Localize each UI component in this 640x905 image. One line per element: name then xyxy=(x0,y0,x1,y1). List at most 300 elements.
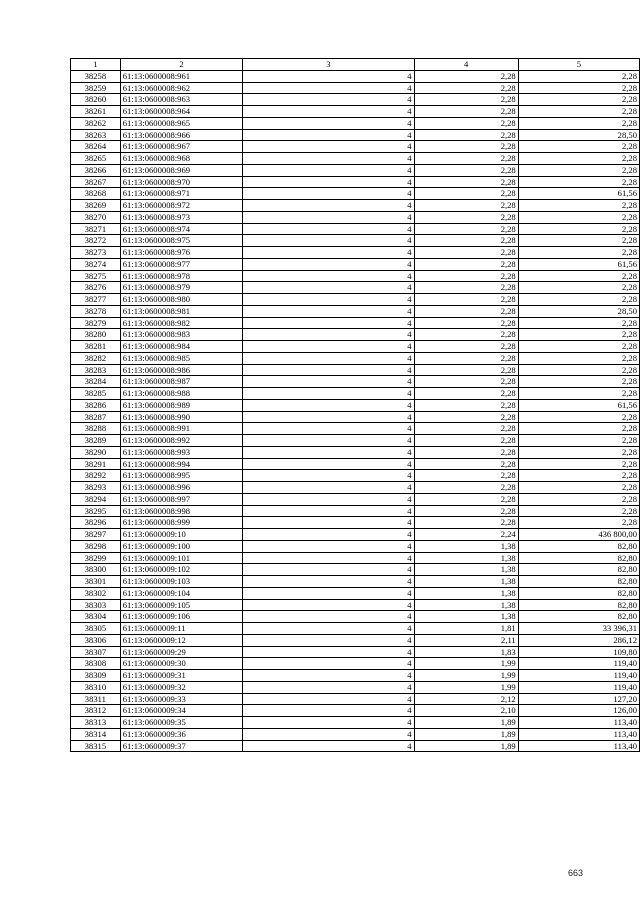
table-row xyxy=(71,740,640,752)
cadastral-number-cell: 61:13:0600008:971 xyxy=(120,188,242,200)
table-row xyxy=(71,611,640,623)
table-row xyxy=(71,728,640,740)
row-number-cell: 38307 xyxy=(71,646,121,658)
value-cell: 2,28 xyxy=(518,282,639,294)
category-cell: 4 xyxy=(243,352,414,364)
value-cell: 82,80 xyxy=(518,611,639,623)
value-cell: 2,28 xyxy=(518,117,639,129)
rate-cell: 2,24 xyxy=(414,529,518,541)
cadastral-number-cell: 61:13:0600008:992 xyxy=(120,435,242,447)
row-number-cell: 38261 xyxy=(71,106,121,118)
value-cell: 2,28 xyxy=(518,247,639,259)
table-row xyxy=(71,411,640,423)
rate-cell: 2,28 xyxy=(414,258,518,270)
cadastral-number-cell: 61:13:0600009:31 xyxy=(120,670,242,682)
rate-cell: 2,28 xyxy=(414,117,518,129)
column-header-3: 3 xyxy=(243,59,414,71)
cadastral-number-cell: 61:13:0600008:980 xyxy=(120,294,242,306)
category-cell: 4 xyxy=(243,670,414,682)
table-row xyxy=(71,693,640,705)
value-cell: 126,00 xyxy=(518,705,639,717)
row-number-cell: 38292 xyxy=(71,470,121,482)
category-cell: 4 xyxy=(243,529,414,541)
rate-cell: 2,28 xyxy=(414,129,518,141)
category-cell: 4 xyxy=(243,247,414,259)
cadastral-number-cell: 61:13:0600008:968 xyxy=(120,153,242,165)
cadastral-number-cell: 61:13:0600008:967 xyxy=(120,141,242,153)
rate-cell: 2,28 xyxy=(414,70,518,82)
row-number-cell: 38308 xyxy=(71,658,121,670)
cadastral-number-cell: 61:13:0600008:991 xyxy=(120,423,242,435)
column-header-5: 5 xyxy=(518,59,639,71)
category-cell: 4 xyxy=(243,705,414,717)
row-number-cell: 38264 xyxy=(71,141,121,153)
table-row xyxy=(71,270,640,282)
value-cell: 61,56 xyxy=(518,188,639,200)
rate-cell: 2,28 xyxy=(414,411,518,423)
value-cell: 286,12 xyxy=(518,634,639,646)
category-cell: 4 xyxy=(243,305,414,317)
table-row xyxy=(71,564,640,576)
table-row xyxy=(71,517,640,529)
table-row xyxy=(71,658,640,670)
row-number-cell: 38270 xyxy=(71,211,121,223)
value-cell: 113,40 xyxy=(518,728,639,740)
table-row xyxy=(71,482,640,494)
column-header-2: 2 xyxy=(120,59,242,71)
cadastral-number-cell: 61:13:0600008:981 xyxy=(120,305,242,317)
rate-cell: 1,89 xyxy=(414,740,518,752)
cadastral-number-cell: 61:13:0600009:106 xyxy=(120,611,242,623)
rate-cell: 2,28 xyxy=(414,82,518,94)
rate-cell: 2,28 xyxy=(414,294,518,306)
cadastral-number-cell: 61:13:0600008:961 xyxy=(120,70,242,82)
value-cell: 119,40 xyxy=(518,670,639,682)
row-number-cell: 38300 xyxy=(71,564,121,576)
rate-cell: 2,28 xyxy=(414,270,518,282)
data-table xyxy=(70,58,640,752)
table-row xyxy=(71,176,640,188)
rate-cell: 2,28 xyxy=(414,423,518,435)
value-cell: 2,28 xyxy=(518,235,639,247)
value-cell: 2,28 xyxy=(518,270,639,282)
value-cell: 82,80 xyxy=(518,552,639,564)
table-row xyxy=(71,493,640,505)
cadastral-number-cell: 61:13:0600008:964 xyxy=(120,106,242,118)
rate-cell: 2,28 xyxy=(414,470,518,482)
category-cell: 4 xyxy=(243,176,414,188)
rate-cell: 2,28 xyxy=(414,247,518,259)
value-cell: 2,28 xyxy=(518,153,639,165)
column-header-4: 4 xyxy=(414,59,518,71)
value-cell: 2,28 xyxy=(518,82,639,94)
row-number-cell: 38302 xyxy=(71,587,121,599)
rate-cell: 1,38 xyxy=(414,552,518,564)
category-cell: 4 xyxy=(243,317,414,329)
table-row xyxy=(71,505,640,517)
category-cell: 4 xyxy=(243,294,414,306)
cadastral-number-cell: 61:13:0600009:32 xyxy=(120,681,242,693)
cadastral-number-cell: 61:13:0600008:976 xyxy=(120,247,242,259)
row-number-cell: 38286 xyxy=(71,399,121,411)
value-cell: 127,20 xyxy=(518,693,639,705)
row-number-cell: 38265 xyxy=(71,153,121,165)
cadastral-number-cell: 61:13:0600008:982 xyxy=(120,317,242,329)
row-number-cell: 38299 xyxy=(71,552,121,564)
rate-cell: 1,38 xyxy=(414,564,518,576)
value-cell: 2,28 xyxy=(518,493,639,505)
row-number-cell: 38272 xyxy=(71,235,121,247)
category-cell: 4 xyxy=(243,634,414,646)
table-row xyxy=(71,235,640,247)
table-row xyxy=(71,717,640,729)
category-cell: 4 xyxy=(243,270,414,282)
table-row xyxy=(71,388,640,400)
category-cell: 4 xyxy=(243,540,414,552)
row-number-cell: 38278 xyxy=(71,305,121,317)
value-cell: 2,28 xyxy=(518,94,639,106)
cadastral-number-cell: 61:13:0600008:987 xyxy=(120,376,242,388)
category-cell: 4 xyxy=(243,458,414,470)
table-row xyxy=(71,587,640,599)
row-number-cell: 38281 xyxy=(71,341,121,353)
table-row xyxy=(71,399,640,411)
category-cell: 4 xyxy=(243,388,414,400)
cadastral-number-cell: 61:13:0600008:978 xyxy=(120,270,242,282)
category-cell: 4 xyxy=(243,364,414,376)
row-number-cell: 38314 xyxy=(71,728,121,740)
rate-cell: 2,28 xyxy=(414,106,518,118)
cadastral-number-cell: 61:13:0600008:977 xyxy=(120,258,242,270)
table-row xyxy=(71,458,640,470)
category-cell: 4 xyxy=(243,717,414,729)
value-cell: 28,50 xyxy=(518,129,639,141)
table-row xyxy=(71,352,640,364)
cadastral-number-cell: 61:13:0600008:975 xyxy=(120,235,242,247)
category-cell: 4 xyxy=(243,223,414,235)
row-number-cell: 38310 xyxy=(71,681,121,693)
category-cell: 4 xyxy=(243,587,414,599)
value-cell: 82,80 xyxy=(518,540,639,552)
table-row xyxy=(71,376,640,388)
row-number-cell: 38295 xyxy=(71,505,121,517)
rate-cell: 2,28 xyxy=(414,235,518,247)
cadastral-number-cell: 61:13:0600009:12 xyxy=(120,634,242,646)
table-row xyxy=(71,258,640,270)
rate-cell: 2,28 xyxy=(414,517,518,529)
category-cell: 4 xyxy=(243,505,414,517)
row-number-cell: 38303 xyxy=(71,599,121,611)
value-cell: 2,28 xyxy=(518,505,639,517)
value-cell: 2,28 xyxy=(518,164,639,176)
row-number-cell: 38274 xyxy=(71,258,121,270)
value-cell: 2,28 xyxy=(518,517,639,529)
cadastral-number-cell: 61:13:0600009:33 xyxy=(120,693,242,705)
table-row xyxy=(71,599,640,611)
rate-cell: 1,38 xyxy=(414,576,518,588)
cadastral-number-cell: 61:13:0600008:999 xyxy=(120,517,242,529)
category-cell: 4 xyxy=(243,564,414,576)
category-cell: 4 xyxy=(243,376,414,388)
cadastral-number-cell: 61:13:0600008:994 xyxy=(120,458,242,470)
row-number-cell: 38284 xyxy=(71,376,121,388)
cadastral-number-cell: 61:13:0600008:963 xyxy=(120,94,242,106)
rate-cell: 1,99 xyxy=(414,670,518,682)
rate-cell: 1,38 xyxy=(414,540,518,552)
table-row xyxy=(71,305,640,317)
table-row xyxy=(71,117,640,129)
rate-cell: 2,28 xyxy=(414,352,518,364)
value-cell: 61,56 xyxy=(518,258,639,270)
rate-cell: 2,28 xyxy=(414,211,518,223)
row-number-cell: 38282 xyxy=(71,352,121,364)
cadastral-number-cell: 61:13:0600009:102 xyxy=(120,564,242,576)
category-cell: 4 xyxy=(243,211,414,223)
rate-cell: 2,28 xyxy=(414,435,518,447)
table-row xyxy=(71,82,640,94)
category-cell: 4 xyxy=(243,517,414,529)
cadastral-number-cell: 61:13:0600008:995 xyxy=(120,470,242,482)
cadastral-number-cell: 61:13:0600009:101 xyxy=(120,552,242,564)
row-number-cell: 38283 xyxy=(71,364,121,376)
rate-cell: 2,10 xyxy=(414,705,518,717)
category-cell: 4 xyxy=(243,188,414,200)
rate-cell: 1,89 xyxy=(414,728,518,740)
value-cell: 2,28 xyxy=(518,223,639,235)
table-body xyxy=(71,70,640,752)
cadastral-number-cell: 61:13:0600009:35 xyxy=(120,717,242,729)
row-number-cell: 38275 xyxy=(71,270,121,282)
value-cell: 82,80 xyxy=(518,587,639,599)
category-cell: 4 xyxy=(243,493,414,505)
rate-cell: 2,11 xyxy=(414,634,518,646)
value-cell: 113,40 xyxy=(518,740,639,752)
cadastral-number-cell: 61:13:0600008:962 xyxy=(120,82,242,94)
cadastral-number-cell: 61:13:0600009:103 xyxy=(120,576,242,588)
cadastral-number-cell: 61:13:0600008:993 xyxy=(120,446,242,458)
row-number-cell: 38309 xyxy=(71,670,121,682)
rate-cell: 2,28 xyxy=(414,446,518,458)
cadastral-number-cell: 61:13:0600009:34 xyxy=(120,705,242,717)
row-number-cell: 38312 xyxy=(71,705,121,717)
row-number-cell: 38277 xyxy=(71,294,121,306)
table-row xyxy=(71,552,640,564)
row-number-cell: 38306 xyxy=(71,634,121,646)
cadastral-number-cell: 61:13:0600008:973 xyxy=(120,211,242,223)
row-number-cell: 38293 xyxy=(71,482,121,494)
rate-cell: 2,28 xyxy=(414,200,518,212)
category-cell: 4 xyxy=(243,623,414,635)
cadastral-number-cell: 61:13:0600008:998 xyxy=(120,505,242,517)
category-cell: 4 xyxy=(243,282,414,294)
value-cell: 2,28 xyxy=(518,411,639,423)
rate-cell: 2,28 xyxy=(414,223,518,235)
table-row xyxy=(71,364,640,376)
table-row xyxy=(71,634,640,646)
cadastral-number-cell: 61:13:0600008:974 xyxy=(120,223,242,235)
category-cell: 4 xyxy=(243,141,414,153)
rate-cell: 2,28 xyxy=(414,493,518,505)
category-cell: 4 xyxy=(243,740,414,752)
value-cell: 2,28 xyxy=(518,458,639,470)
row-number-cell: 38285 xyxy=(71,388,121,400)
value-cell: 436 800,00 xyxy=(518,529,639,541)
table-row xyxy=(71,282,640,294)
value-cell: 2,28 xyxy=(518,341,639,353)
value-cell: 61,56 xyxy=(518,399,639,411)
value-cell: 2,28 xyxy=(518,176,639,188)
value-cell: 2,28 xyxy=(518,435,639,447)
value-cell: 82,80 xyxy=(518,576,639,588)
cadastral-number-cell: 61:13:0600008:985 xyxy=(120,352,242,364)
cadastral-number-cell: 61:13:0600008:997 xyxy=(120,493,242,505)
category-cell: 4 xyxy=(243,599,414,611)
value-cell: 2,28 xyxy=(518,294,639,306)
table-row xyxy=(71,329,640,341)
page-number: 663 xyxy=(567,868,583,878)
category-cell: 4 xyxy=(243,164,414,176)
rate-cell: 2,28 xyxy=(414,176,518,188)
table-row xyxy=(71,94,640,106)
row-number-cell: 38273 xyxy=(71,247,121,259)
cadastral-number-cell: 61:13:0600008:989 xyxy=(120,399,242,411)
table-row xyxy=(71,153,640,165)
category-cell: 4 xyxy=(243,435,414,447)
category-cell: 4 xyxy=(243,235,414,247)
cadastral-number-cell: 61:13:0600009:36 xyxy=(120,728,242,740)
value-cell: 2,28 xyxy=(518,317,639,329)
value-cell: 2,28 xyxy=(518,446,639,458)
table-row xyxy=(71,623,640,635)
table-row xyxy=(71,423,640,435)
row-number-cell: 38287 xyxy=(71,411,121,423)
category-cell: 4 xyxy=(243,94,414,106)
rate-cell: 2,28 xyxy=(414,482,518,494)
category-cell: 4 xyxy=(243,482,414,494)
row-number-cell: 38279 xyxy=(71,317,121,329)
category-cell: 4 xyxy=(243,552,414,564)
value-cell: 113,40 xyxy=(518,717,639,729)
value-cell: 2,28 xyxy=(518,70,639,82)
table-row xyxy=(71,705,640,717)
value-cell: 2,28 xyxy=(518,482,639,494)
row-number-cell: 38304 xyxy=(71,611,121,623)
rate-cell: 2,28 xyxy=(414,388,518,400)
cadastral-number-cell: 61:13:0600008:996 xyxy=(120,482,242,494)
rate-cell: 2,28 xyxy=(414,153,518,165)
cadastral-number-cell: 61:13:0600009:30 xyxy=(120,658,242,670)
row-number-cell: 38296 xyxy=(71,517,121,529)
value-cell: 2,28 xyxy=(518,423,639,435)
cadastral-number-cell: 61:13:0600008:970 xyxy=(120,176,242,188)
rate-cell: 2,28 xyxy=(414,141,518,153)
cadastral-number-cell: 61:13:0600009:10 xyxy=(120,529,242,541)
table-row xyxy=(71,294,640,306)
rate-cell: 2,28 xyxy=(414,505,518,517)
rate-cell: 2,28 xyxy=(414,282,518,294)
category-cell: 4 xyxy=(243,411,414,423)
table-row xyxy=(71,129,640,141)
value-cell: 119,40 xyxy=(518,658,639,670)
row-number-cell: 38276 xyxy=(71,282,121,294)
category-cell: 4 xyxy=(243,611,414,623)
table-row xyxy=(71,670,640,682)
category-cell: 4 xyxy=(243,646,414,658)
category-cell: 4 xyxy=(243,693,414,705)
row-number-cell: 38289 xyxy=(71,435,121,447)
table-row xyxy=(71,646,640,658)
row-number-cell: 38269 xyxy=(71,200,121,212)
row-number-cell: 38313 xyxy=(71,717,121,729)
rate-cell: 1,83 xyxy=(414,646,518,658)
row-number-cell: 38297 xyxy=(71,529,121,541)
table-row xyxy=(71,70,640,82)
cadastral-number-cell: 61:13:0600008:969 xyxy=(120,164,242,176)
table-row xyxy=(71,681,640,693)
row-number-cell: 38288 xyxy=(71,423,121,435)
category-cell: 4 xyxy=(243,470,414,482)
value-cell: 82,80 xyxy=(518,564,639,576)
rate-cell: 2,28 xyxy=(414,341,518,353)
cadastral-number-cell: 61:13:0600009:100 xyxy=(120,540,242,552)
table-row xyxy=(71,164,640,176)
rate-cell: 1,38 xyxy=(414,611,518,623)
row-number-cell: 38258 xyxy=(71,70,121,82)
category-cell: 4 xyxy=(243,446,414,458)
value-cell: 82,80 xyxy=(518,599,639,611)
table-row xyxy=(71,188,640,200)
value-cell: 2,28 xyxy=(518,470,639,482)
category-cell: 4 xyxy=(243,399,414,411)
category-cell: 4 xyxy=(243,82,414,94)
row-number-cell: 38280 xyxy=(71,329,121,341)
value-cell: 2,28 xyxy=(518,200,639,212)
cadastral-number-cell: 61:13:0600008:984 xyxy=(120,341,242,353)
table-row xyxy=(71,211,640,223)
row-number-cell: 38290 xyxy=(71,446,121,458)
row-number-cell: 38260 xyxy=(71,94,121,106)
table-row xyxy=(71,529,640,541)
cadastral-number-cell: 61:13:0600008:990 xyxy=(120,411,242,423)
rate-cell: 2,28 xyxy=(414,188,518,200)
table-row xyxy=(71,540,640,552)
cadastral-number-cell: 61:13:0600008:988 xyxy=(120,388,242,400)
cadastral-number-cell: 61:13:0600008:965 xyxy=(120,117,242,129)
table-row xyxy=(71,341,640,353)
value-cell: 28,50 xyxy=(518,305,639,317)
rate-cell: 1,38 xyxy=(414,599,518,611)
rate-cell: 2,28 xyxy=(414,376,518,388)
category-cell: 4 xyxy=(243,258,414,270)
value-cell: 2,28 xyxy=(518,388,639,400)
category-cell: 4 xyxy=(243,341,414,353)
category-cell: 4 xyxy=(243,681,414,693)
column-header-1: 1 xyxy=(71,59,121,71)
category-cell: 4 xyxy=(243,70,414,82)
rate-cell: 2,28 xyxy=(414,329,518,341)
table-row xyxy=(71,200,640,212)
rate-cell: 2,28 xyxy=(414,458,518,470)
value-cell: 33 396,31 xyxy=(518,623,639,635)
cadastral-number-cell: 61:13:0600009:104 xyxy=(120,587,242,599)
category-cell: 4 xyxy=(243,658,414,670)
table-row xyxy=(71,317,640,329)
row-number-cell: 38315 xyxy=(71,740,121,752)
category-cell: 4 xyxy=(243,117,414,129)
rate-cell: 2,28 xyxy=(414,317,518,329)
row-number-cell: 38263 xyxy=(71,129,121,141)
cadastral-number-cell: 61:13:0600008:966 xyxy=(120,129,242,141)
